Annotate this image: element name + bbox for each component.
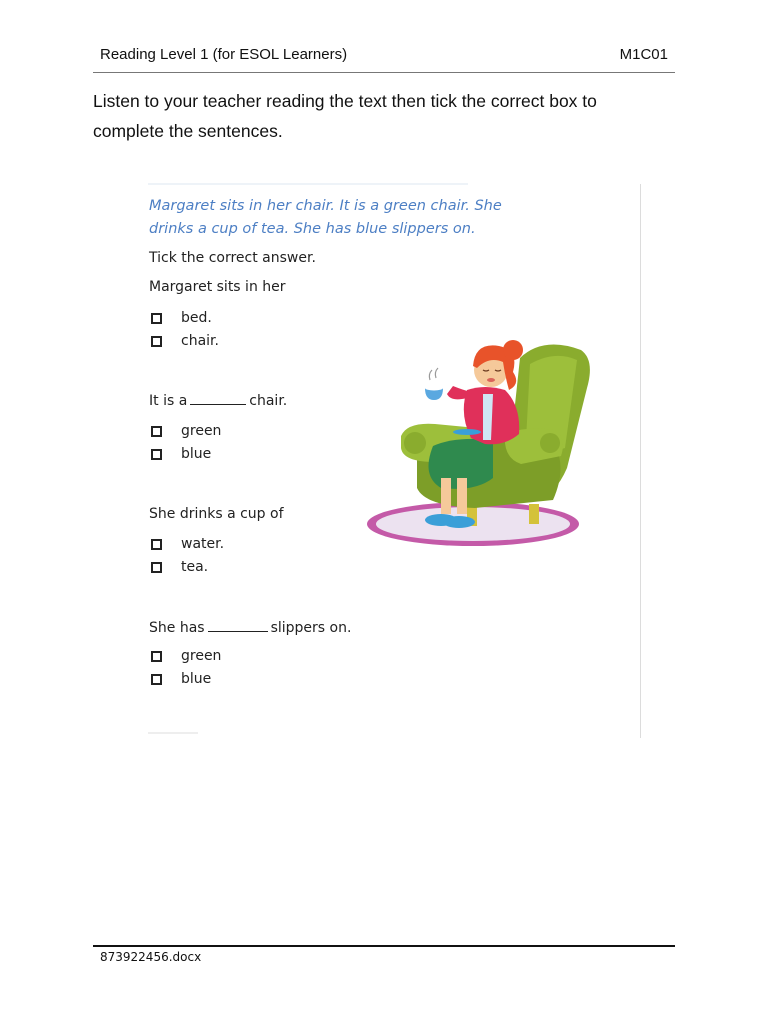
answer-blank <box>190 392 246 405</box>
checkbox-icon[interactable] <box>151 426 162 437</box>
question-4-after: slippers on. <box>270 620 352 636</box>
option-chair[interactable] <box>151 333 219 349</box>
question-3: She drinks a cup of <box>149 506 284 522</box>
checkbox-icon[interactable] <box>151 449 162 460</box>
option-bed[interactable] <box>151 310 212 326</box>
question-2-before: It is a <box>149 393 188 409</box>
header-title: Reading Level 1 (for ESOL Learners) <box>100 46 348 63</box>
option-green[interactable] <box>151 648 221 664</box>
footer-filename: 873922456.docx <box>100 950 202 964</box>
checkbox-icon[interactable] <box>151 313 162 324</box>
option-label: tea. <box>181 559 209 575</box>
option-label: blue <box>181 671 212 687</box>
option-green[interactable] <box>151 423 221 439</box>
answer-blank <box>208 619 268 632</box>
option-water[interactable] <box>151 536 224 552</box>
checkbox-icon[interactable] <box>151 539 162 550</box>
question-2 <box>149 392 287 409</box>
question-4-before: She has <box>149 620 205 636</box>
page-footer <box>93 945 675 964</box>
instruction-text: Listen to your teacher reading the text then tick the correct box to complete the sentences. <box>93 91 597 141</box>
option-blue[interactable] <box>151 446 211 462</box>
woman-in-armchair-illustration <box>355 328 591 560</box>
worksheet-right-rule <box>640 184 641 738</box>
question-4 <box>149 619 351 636</box>
checkbox-icon[interactable] <box>151 651 162 662</box>
option-label: blue <box>181 446 212 462</box>
page-header <box>93 46 675 73</box>
option-label: bed. <box>181 310 212 326</box>
option-label: green <box>181 648 222 664</box>
option-tea[interactable] <box>151 559 208 575</box>
checkbox-icon[interactable] <box>151 336 162 347</box>
header-code: M1C01 <box>619 46 668 63</box>
reading-passage: Margaret sits in her chair. It is a green chair. She drinks a cup of tea. She has blue slippers on. <box>149 198 502 237</box>
tick-prompt: Tick the correct answer. <box>149 250 316 266</box>
checkbox-icon[interactable] <box>151 562 162 573</box>
option-blue[interactable] <box>151 671 211 687</box>
question-2-after: chair. <box>249 393 288 409</box>
faint-top-line <box>148 183 468 185</box>
checkbox-icon[interactable] <box>151 674 162 685</box>
faint-bottom-line <box>148 732 198 734</box>
option-label: green <box>181 423 222 439</box>
option-label: water. <box>181 536 225 552</box>
question-1: Margaret sits in her <box>149 279 286 295</box>
worksheet-image <box>140 180 643 738</box>
option-label: chair. <box>181 333 219 349</box>
